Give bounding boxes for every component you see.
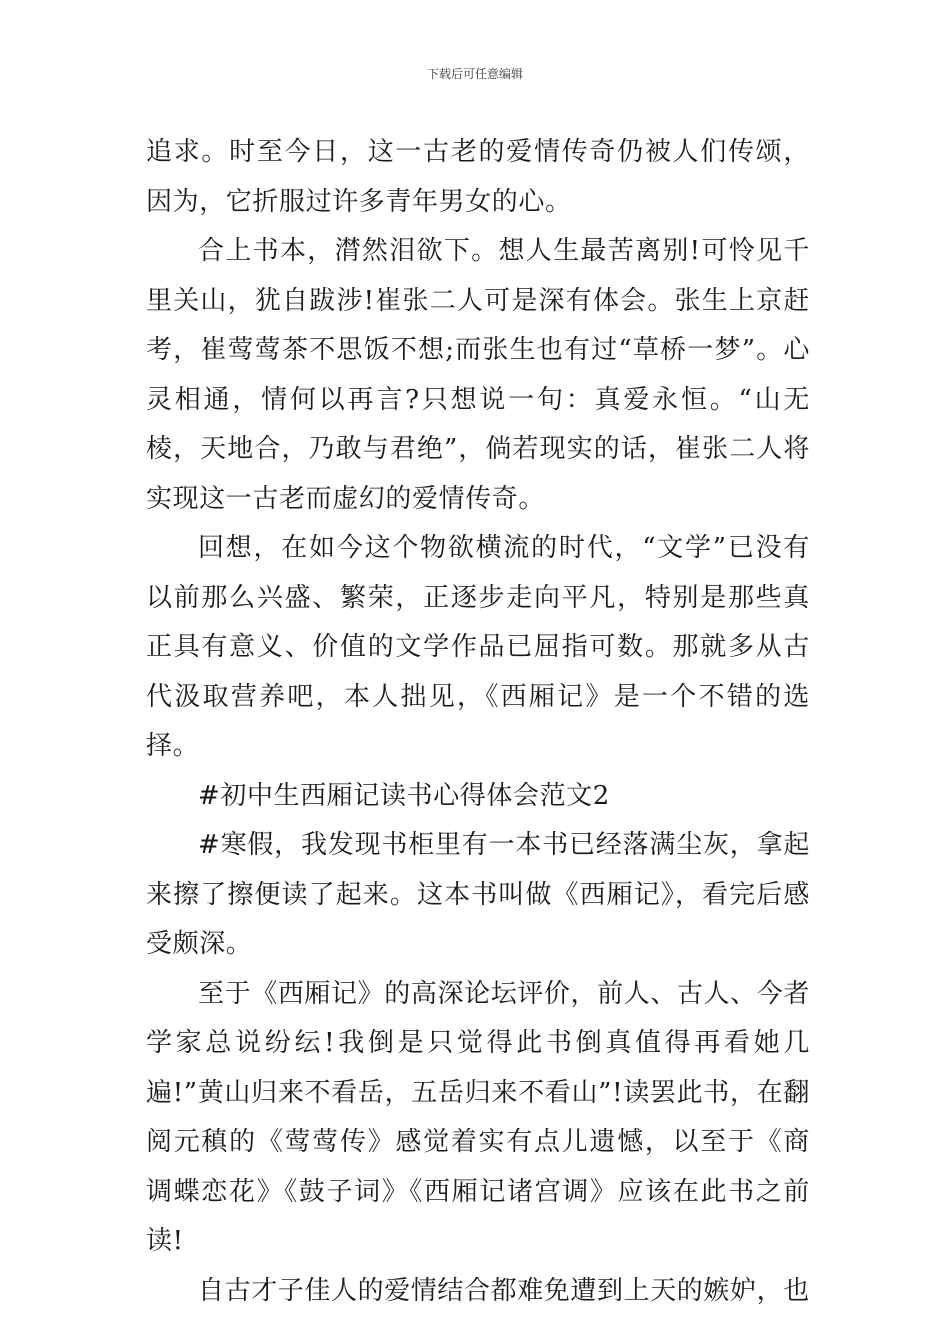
paragraph-6: 自古才子佳人的爱情结合都难免遭到上天的嫉妒，也 — [198, 1275, 810, 1306]
paragraph-3: 回想，在如今这个物欲横流的时代，“文学”已没有以前那么兴盛、繁荣，正逐步走向平凡，特别是那些真正具有意义、价值的文学作品已屈指可数。那就多从古代汲取营养吧，本人拙见，《西厢记》是一个不错的选择。 — [146, 533, 810, 761]
paragraph-1: 追求。时至今日，这一古老的爱情传奇仍被人们传颂，因为，它折服过许多青年男女的心。 — [146, 137, 810, 217]
paragraph-4: #寒假，我发现书柜里有一本书已经落满尘灰，拿起来擦了擦便读了起来。这本书叫做《西厢记》，看完后感受颇深。 — [146, 830, 810, 959]
page-header-note: 下载后可任意编辑 — [426, 67, 523, 81]
document-body — [146, 128, 810, 1316]
section-heading: #初中生西厢记读书心得体会范文2 — [198, 780, 610, 811]
paragraph-2: 合上书本，潸然泪欲下。想人生最苦离别!可怜见千里关山，犹自跋涉!崔张二人可是深有体会。张生上京赶考，崔莺莺茶不思饭不想;而张生也有过“草桥一梦”。心灵相通，情何以再言?只想说一句：真爱永恒。“山无棱，天地合，乃敢与君绝”，倘若现实的话，崔张二人将实现这一古老而虚幻的爱情传奇。 — [146, 236, 810, 514]
paragraph-5: 至于《西厢记》的高深论坛评价，前人、古人、今者学家总说纷纭!我倒是只觉得此书倒真值得再看她几遍!”黄山归来不看岳，五岳归来不看山”!读罢此书，在翻阅元稹的《莺莺传》感觉着实有点儿遗憾，以至于《商调蝶恋花》《鼓子词》《西厢记诸宫调》应该在此书之前读! — [146, 978, 810, 1256]
